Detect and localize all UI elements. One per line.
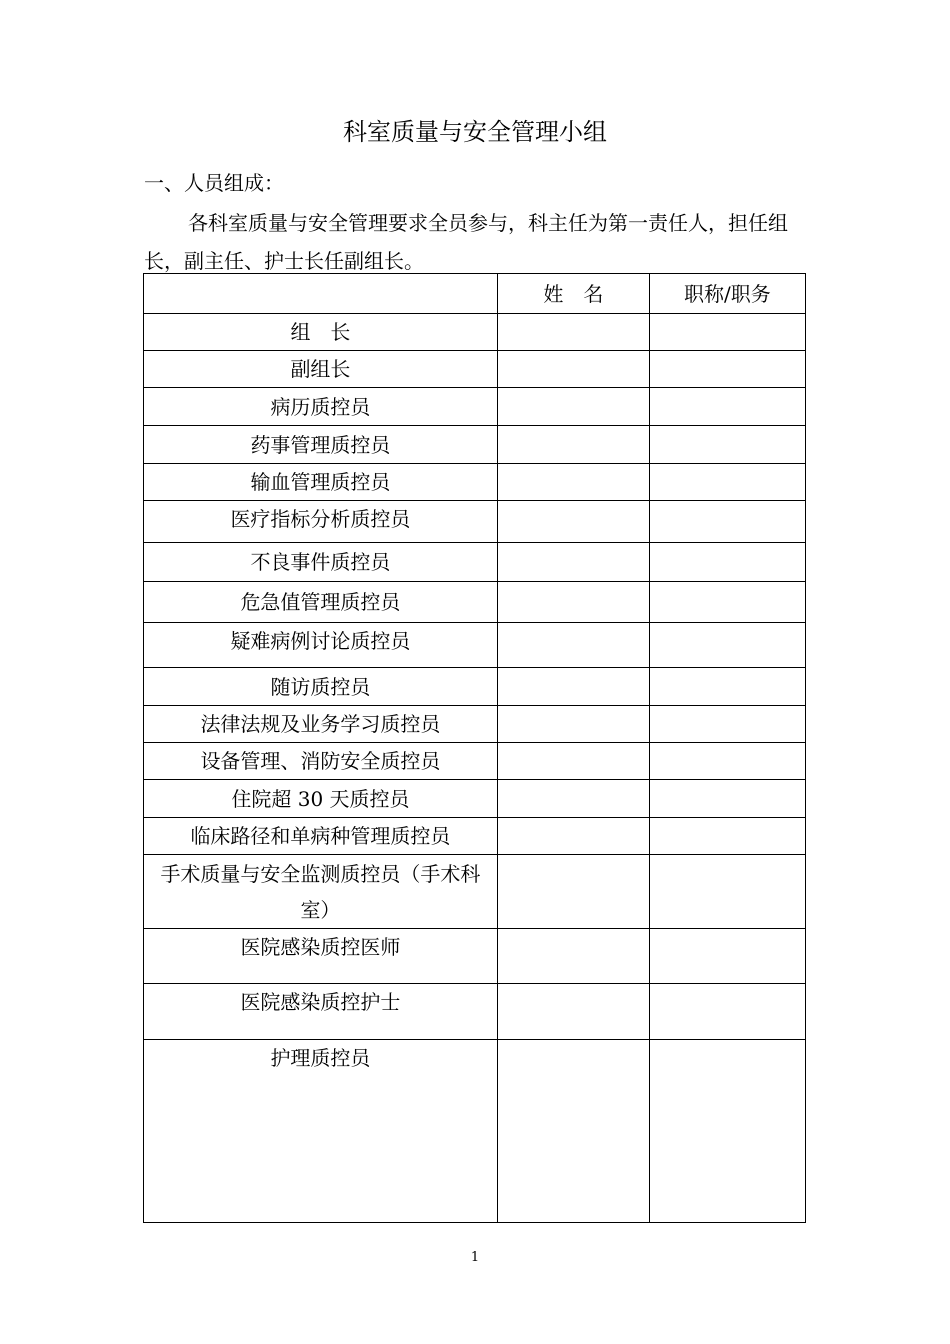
- roster-table: [143, 273, 806, 1223]
- name-cell[interactable]: [497, 426, 649, 464]
- section-heading: 一、人员组成：: [144, 171, 284, 195]
- title-cell[interactable]: [649, 543, 805, 582]
- title-cell[interactable]: [649, 818, 805, 855]
- role-cell: 组 长: [144, 314, 498, 351]
- title-cell[interactable]: [649, 743, 805, 780]
- table-row: [144, 1040, 806, 1223]
- name-cell[interactable]: [497, 501, 649, 543]
- table-row: [144, 388, 806, 426]
- name-cell[interactable]: [497, 668, 649, 706]
- name-cell[interactable]: [497, 855, 649, 929]
- table-row: [144, 929, 806, 984]
- role-cell: 医疗指标分析质控员: [144, 501, 498, 543]
- title-cell[interactable]: [649, 501, 805, 543]
- role-cell: 病历质控员: [144, 388, 498, 426]
- table-header-row: [144, 274, 806, 314]
- title-cell[interactable]: [649, 464, 805, 501]
- title-cell[interactable]: [649, 1040, 805, 1223]
- role-cell: 护理质控员: [144, 1040, 498, 1223]
- name-cell[interactable]: [497, 351, 649, 388]
- title-cell[interactable]: [649, 623, 805, 668]
- table-row: [144, 314, 806, 351]
- table-row: [144, 464, 806, 501]
- title-cell[interactable]: [649, 388, 805, 426]
- role-cell: 副组长: [144, 351, 498, 388]
- role-cell: 输血管理质控员: [144, 464, 498, 501]
- name-cell[interactable]: [497, 582, 649, 623]
- name-cell[interactable]: [497, 623, 649, 668]
- name-cell[interactable]: [497, 706, 649, 743]
- table-row: [144, 818, 806, 855]
- table-row: [144, 668, 806, 706]
- header-title: 职称/职务: [649, 274, 805, 314]
- name-cell[interactable]: [497, 388, 649, 426]
- name-cell[interactable]: [497, 314, 649, 351]
- role-cell: 随访质控员: [144, 668, 498, 706]
- role-cell: 不良事件质控员: [144, 543, 498, 582]
- role-cell: 危急值管理质控员: [144, 582, 498, 623]
- table-row: [144, 743, 806, 780]
- title-cell[interactable]: [649, 780, 805, 818]
- title-cell[interactable]: [649, 855, 805, 929]
- name-cell[interactable]: [497, 543, 649, 582]
- title-cell[interactable]: [649, 582, 805, 623]
- role-cell: 疑难病例讨论质控员: [144, 623, 498, 668]
- role-cell: 法律法规及业务学习质控员: [144, 706, 498, 743]
- role-cell: 药事管理质控员: [144, 426, 498, 464]
- title-cell[interactable]: [649, 314, 805, 351]
- table-row: [144, 984, 806, 1040]
- name-cell[interactable]: [497, 1040, 649, 1223]
- title-cell[interactable]: [649, 426, 805, 464]
- header-name: 姓 名: [497, 274, 649, 314]
- title-cell[interactable]: [649, 706, 805, 743]
- name-cell[interactable]: [497, 984, 649, 1040]
- table-row: [144, 582, 806, 623]
- role-cell: 医院感染质控医师: [144, 929, 498, 984]
- role-cell: 手术质量与安全监测质控员（手术科室）: [144, 855, 498, 929]
- name-cell[interactable]: [497, 818, 649, 855]
- header-role: [144, 274, 498, 314]
- table-row: [144, 501, 806, 543]
- role-cell: 临床路径和单病种管理质控员: [144, 818, 498, 855]
- name-cell[interactable]: [497, 929, 649, 984]
- name-cell[interactable]: [497, 743, 649, 780]
- name-cell[interactable]: [497, 780, 649, 818]
- page-title: 科室质量与安全管理小组: [343, 118, 607, 146]
- page-number: 1: [470, 1250, 480, 1265]
- title-cell[interactable]: [649, 984, 805, 1040]
- table-row: [144, 426, 806, 464]
- intro-paragraph: 各科室质量与安全管理要求全员参与，科主任为第一责任人，担任组长，副主任、护士长任副组长。: [144, 211, 788, 273]
- role-cell: 设备管理、消防安全质控员: [144, 743, 498, 780]
- table-row: [144, 780, 806, 818]
- title-cell[interactable]: [649, 351, 805, 388]
- role-cell: 住院超 30 天质控员: [144, 780, 498, 818]
- table-row: [144, 543, 806, 582]
- title-cell[interactable]: [649, 668, 805, 706]
- table-row: [144, 855, 806, 929]
- role-cell: 医院感染质控护士: [144, 984, 498, 1040]
- table-row: [144, 706, 806, 743]
- name-cell[interactable]: [497, 464, 649, 501]
- table-row: [144, 351, 806, 388]
- table-row: [144, 623, 806, 668]
- title-cell[interactable]: [649, 929, 805, 984]
